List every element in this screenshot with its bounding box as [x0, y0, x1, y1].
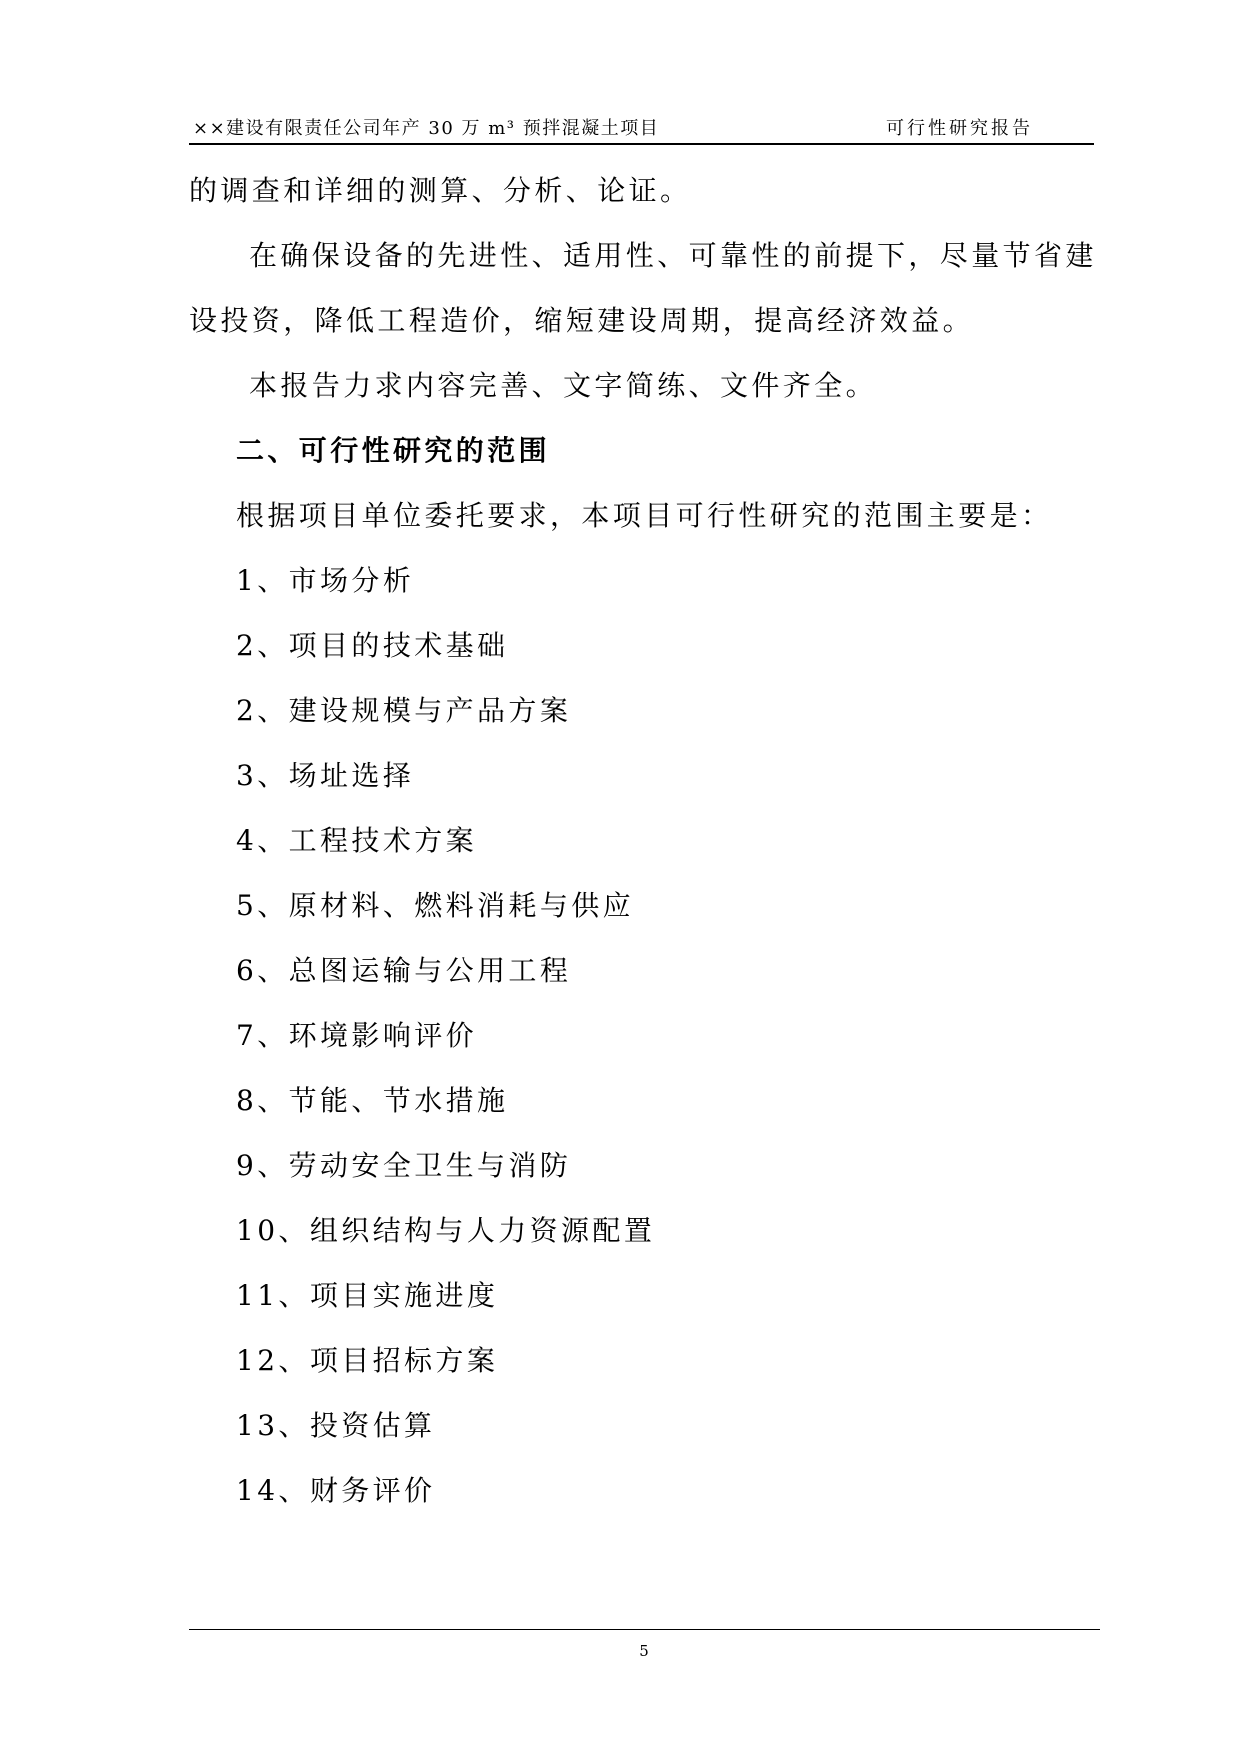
paragraph-line: 在确保设备的先进性、适用性、可靠性的前提下，尽量节省建 [249, 239, 1097, 272]
list-item: 2、项目的技术基础 [236, 629, 509, 662]
list-item: 9、劳动安全卫生与消防 [236, 1149, 572, 1182]
footer-rule [189, 1629, 1100, 1630]
list-item: 12、项目招标方案 [236, 1344, 499, 1377]
header-rule [189, 143, 1094, 145]
paragraph-line: 本报告力求内容完善、文字简练、文件齐全。 [249, 369, 878, 402]
list-item: 6、总图运输与公用工程 [236, 954, 572, 987]
list-item: 11、项目实施进度 [236, 1279, 499, 1312]
list-item: 13、投资估算 [236, 1409, 436, 1442]
list-item: 5、原材料、燃料消耗与供应 [236, 889, 635, 922]
list-item: 10、组织结构与人力资源配置 [236, 1214, 656, 1247]
list-item: 2、建设规模与产品方案 [236, 694, 572, 727]
section-intro: 根据项目单位委托要求，本项目可行性研究的范围主要是： [236, 499, 1053, 532]
header-project-title: ××建设有限责任公司年产 30 万 m³ 预拌混凝土项目 [193, 118, 660, 139]
list-item: 1、市场分析 [236, 564, 415, 597]
list-item: 14、财务评价 [236, 1474, 436, 1507]
paragraph-line: 设投资，降低工程造价，缩短建设周期，提高经济效益。 [189, 304, 975, 337]
page-number: 5 [639, 1642, 649, 1660]
list-item: 4、工程技术方案 [236, 824, 478, 857]
header-report-title: 可行性研究报告 [886, 118, 1033, 139]
paragraph-line: 的调查和详细的测算、分析、论证。 [189, 174, 692, 207]
section-heading: 二、可行性研究的范围 [236, 434, 551, 467]
list-item: 8、节能、节水措施 [236, 1084, 509, 1117]
list-item: 3、场址选择 [236, 759, 415, 792]
list-item: 7、环境影响评价 [236, 1019, 478, 1052]
